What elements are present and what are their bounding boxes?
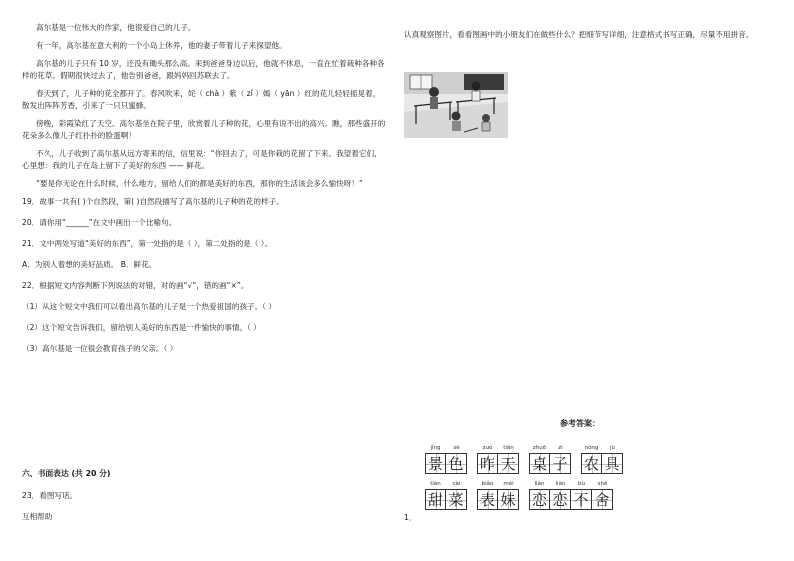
- grid-cell: [550, 480, 571, 510]
- hanzi-character: 景: [427, 455, 443, 473]
- hanzi-character: 不: [573, 491, 589, 509]
- hanzi-character: 桌: [531, 455, 547, 473]
- pinyin-label: bù: [578, 481, 585, 487]
- pinyin-label: tián: [430, 481, 441, 487]
- pinyin-label: mèi: [503, 481, 514, 487]
- hanzi-character: 子: [552, 455, 568, 473]
- hanzi-box: [571, 489, 592, 510]
- grid-cell: [425, 480, 446, 510]
- question-19: 19．故事一共有( )个自然段，第( )自然段描写了高尔基的儿子种的花的样子。: [22, 197, 284, 206]
- grid-cell: [498, 444, 519, 474]
- grid-gap: [519, 480, 529, 510]
- hanzi-box: [446, 489, 467, 510]
- hanzi-character: 菜: [448, 491, 464, 509]
- hanzi-box: [498, 489, 519, 510]
- answer-number-1: 1．: [404, 513, 417, 522]
- passage-paragraph-7: “要是你无论在什么时候，什么地方，留给人们的都是美好的东西，那你的生活该会多么愉快呀！”: [36, 179, 363, 188]
- grid-cell: [477, 444, 498, 474]
- hanzi-character: 天: [500, 455, 516, 473]
- passage-paragraph-3: 高尔基的儿子只有 10 岁，还没有锄头那么高。来到爸爸身边以后，他就不休息，一直在忙着栽种各种各样的花草。假期很快过去了，他告别爸爸，跟妈妈回苏联去了。: [22, 59, 385, 80]
- pinyin-label: liàn: [555, 481, 566, 487]
- hanzi-character: 恋: [552, 491, 568, 509]
- grid-cell: [529, 444, 550, 474]
- hanzi-box: [550, 453, 571, 474]
- question-22-item-3: （3）高尔基是一位很会教育孩子的父亲。（ ）: [22, 344, 178, 353]
- question-20: 20．请你用“______”在文中画出一个比喻句。: [22, 218, 177, 227]
- question-21-options: A．为别人着想的美好品质。 B．鲜花。: [22, 260, 157, 269]
- grid-cell: [446, 444, 467, 474]
- grid-cell: [571, 480, 592, 510]
- passage-column: [22, 22, 387, 364]
- left-footer-title: 互相帮助: [22, 512, 53, 521]
- question-23: 23．看图写话。: [22, 491, 78, 500]
- pinyin-label: liàn: [534, 481, 545, 487]
- answers-title: 参考答案：: [560, 419, 600, 428]
- grid-cell: [550, 444, 571, 474]
- passage-paragraph-6: 不久，儿子收到了高尔基从远方寄来的信，信里说：“你回去了，可是你栽的花留了下来。我望着它们，心里想：我的儿子在岛上留下了美好的东西 —— 鲜花。: [22, 149, 382, 170]
- grid-cell: [581, 444, 602, 474]
- pinyin-label: tiān: [503, 445, 514, 451]
- hanzi-box: [498, 453, 519, 474]
- hanzi-character: 表: [479, 491, 495, 509]
- pinyin-label: sè: [453, 445, 460, 451]
- hanzi-box: [425, 453, 446, 474]
- grid-cell: [498, 480, 519, 510]
- grid-cell: [592, 480, 613, 510]
- question-22: 22．根据短文内容判断下列说法的对错，对的画“√”，错的画“×”。: [22, 281, 249, 290]
- hanzi-character: 具: [604, 455, 620, 473]
- passage-paragraph-1: 高尔基是一位伟大的作家，他很爱自己的儿子。: [36, 23, 196, 32]
- pinyin-label: zuó: [482, 445, 493, 451]
- grid-gap: [571, 444, 581, 474]
- hanzi-character: 昨: [479, 455, 495, 473]
- hanzi-character: 舍: [594, 491, 610, 509]
- hanzi-box: [602, 453, 623, 474]
- pinyin-label: shě: [597, 481, 608, 487]
- passage-paragraph-5: 傍晚，彩霞染红了天空。高尔基坐在院子里，欣赏着儿子种的花，心里有说不出的高兴。瞧，那些盛开的花朵多么像儿子红扑扑的脸蛋啊！: [22, 119, 386, 140]
- hanzi-character: 恋: [531, 491, 547, 509]
- grid-cell: [446, 480, 467, 510]
- passage-paragraph-4: 春天到了，儿子种的花全都开了。春风吹来，姹（ chà ）紫（ zǐ ）嫣（ yān ）红的花儿轻轻摇晃着，散发出阵阵芳香，引来了一只只蜜蜂。: [22, 89, 381, 110]
- hanzi-box: [529, 489, 550, 510]
- grid-gap: [467, 480, 477, 510]
- pinyin-label: zhuō: [532, 445, 547, 451]
- section-6-heading: 六、书面表达 (共 20 分): [22, 469, 111, 478]
- grid-cell: [477, 480, 498, 510]
- pinyin-label: nóng: [584, 445, 599, 451]
- grid-cell: [529, 480, 550, 510]
- hanzi-box: [446, 453, 467, 474]
- pinyin-label: biǎo: [481, 481, 494, 487]
- hanzi-box: [550, 489, 571, 510]
- answer-grid-row-2: [425, 480, 613, 510]
- pinyin-label: zi: [558, 445, 563, 451]
- passage-paragraph-2: 有一年，高尔基在意大利的一个小岛上休养，他的妻子带着儿子来探望他。: [36, 41, 287, 50]
- hanzi-box: [477, 489, 498, 510]
- pinyin-label: cài: [452, 481, 461, 487]
- hanzi-character: 农: [583, 455, 599, 473]
- hanzi-character: 妹: [500, 491, 516, 509]
- hanzi-box: [581, 453, 602, 474]
- grid-gap: [467, 444, 477, 474]
- pinyin-label: jǐng: [430, 445, 441, 451]
- hanzi-box: [425, 489, 446, 510]
- hanzi-box: [529, 453, 550, 474]
- question-22-item-1: （1）从这个短文中我们可以看出高尔基的儿子是一个热爱祖国的孩子。（ ）: [22, 302, 277, 311]
- pinyin-label: jù: [609, 445, 615, 451]
- classroom-illustration: [404, 72, 508, 138]
- writing-instruction: 认真观察图片，看看图画中的小朋友们在做些什么？把细节写详细，注意格式书写正确，尽量不用拼音。: [404, 30, 754, 39]
- question-21: 21．文中两处写道“美好的东西”，第一处指的是（ ），第二处指的是（ ）。: [22, 239, 273, 248]
- question-22-item-2: （2）这个短文告诉我们，留给别人美好的东西是一件愉快的事情。（ ）: [22, 323, 261, 332]
- hanzi-box: [477, 453, 498, 474]
- hanzi-box: [592, 489, 613, 510]
- hanzi-character: 甜: [427, 491, 443, 509]
- grid-cell: [602, 444, 623, 474]
- grid-cell: [425, 444, 446, 474]
- answer-grid-row-1: [425, 444, 623, 474]
- grid-gap: [519, 444, 529, 474]
- hanzi-character: 色: [448, 455, 464, 473]
